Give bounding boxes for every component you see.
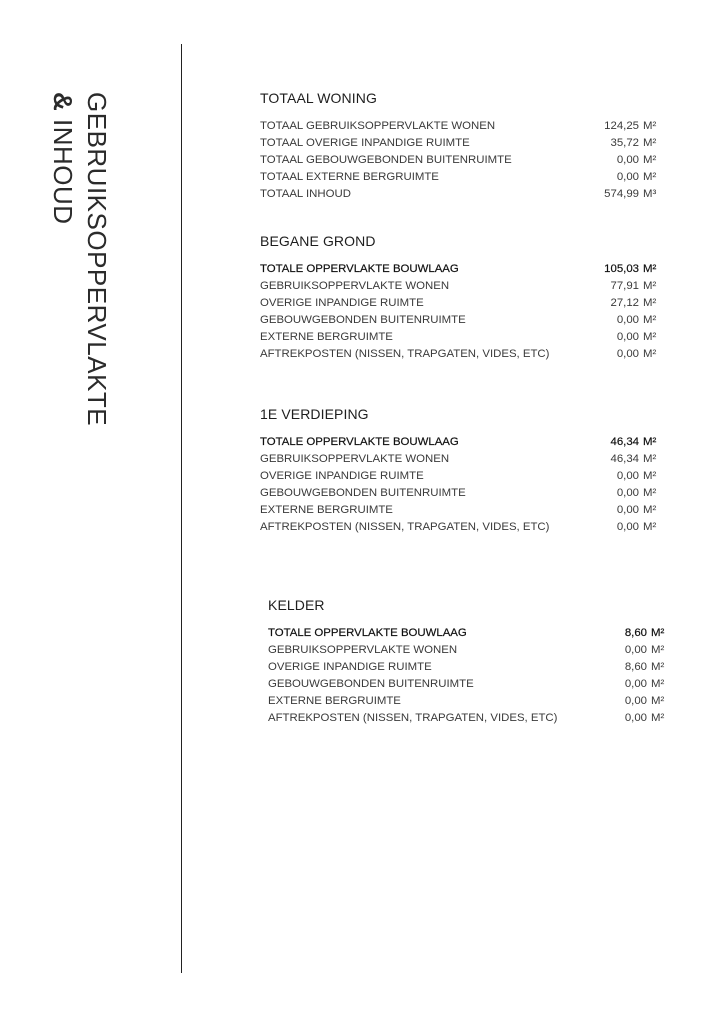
- side-title-line2-text: INHOUD: [48, 111, 78, 225]
- row-value: 0,00: [616, 154, 639, 166]
- row-value: 0,00: [616, 521, 639, 533]
- row-value: 27,12: [610, 297, 639, 309]
- table-row: [260, 120, 660, 137]
- row-unit: M²: [643, 314, 657, 326]
- table-row: [268, 712, 668, 729]
- row-label: TOTAAL INHOUD: [260, 188, 351, 200]
- row-value: 574,99: [604, 188, 639, 200]
- row-label: AFTREKPOSTEN (NISSEN, TRAPGATEN, VIDES, ETC): [260, 521, 550, 533]
- row-label: EXTERNE BERGRUIMTE: [268, 695, 401, 707]
- row-unit: M²: [643, 171, 657, 183]
- row-unit: M²: [643, 263, 657, 275]
- section-title: 1E VERDIEPING: [260, 406, 369, 422]
- table-row: [260, 521, 660, 538]
- row-value: 8,60: [624, 661, 647, 673]
- ampersand: &: [48, 92, 78, 112]
- row-label: TOTALE OPPERVLAKTE BOUWLAAG: [268, 627, 467, 639]
- section-rows: [268, 627, 668, 729]
- row-value: 35,72: [610, 137, 639, 149]
- table-row: [260, 154, 660, 171]
- row-label: TOTALE OPPERVLAKTE BOUWLAAG: [260, 436, 459, 448]
- row-value: 0,00: [616, 171, 639, 183]
- row-label: AFTREKPOSTEN (NISSEN, TRAPGATEN, VIDES, ETC): [268, 712, 558, 724]
- table-row: [268, 678, 668, 695]
- row-value: 77,91: [610, 280, 639, 292]
- row-label: AFTREKPOSTEN (NISSEN, TRAPGATEN, VIDES, ETC): [260, 348, 550, 360]
- row-unit: M²: [643, 297, 657, 309]
- row-value: 0,00: [616, 487, 639, 499]
- row-label: OVERIGE INPANDIGE RUIMTE: [268, 661, 432, 673]
- table-row: [260, 470, 660, 487]
- row-label: GEBRUIKSOPPERVLAKTE WONEN: [260, 453, 450, 465]
- row-value: 0,00: [624, 644, 647, 656]
- section-rows: [260, 120, 660, 205]
- row-label: GEBRUIKSOPPERVLAKTE WONEN: [268, 644, 458, 656]
- table-row: [260, 331, 660, 348]
- row-label: TOTAAL GEBRUIKSOPPERVLAKTE WONEN: [260, 120, 496, 132]
- row-unit: M²: [643, 453, 657, 465]
- row-value: 0,00: [616, 348, 639, 360]
- section-begane-grond: [260, 233, 660, 365]
- row-label: EXTERNE BERGRUIMTE: [260, 504, 393, 516]
- row-value: 105,03: [604, 263, 639, 275]
- row-value: 0,00: [616, 314, 639, 326]
- row-unit: M²: [643, 120, 657, 132]
- row-unit: M³: [643, 188, 657, 200]
- row-value: 0,00: [616, 331, 639, 343]
- row-value: 46,34: [610, 453, 639, 465]
- row-value: 0,00: [624, 695, 647, 707]
- row-unit: M²: [643, 521, 657, 533]
- row-unit: M²: [643, 137, 657, 149]
- table-row: [260, 487, 660, 504]
- row-unit: M²: [651, 661, 665, 673]
- row-label: OVERIGE INPANDIGE RUIMTE: [260, 297, 424, 309]
- side-title: [48, 92, 112, 427]
- row-unit: M²: [643, 470, 657, 482]
- row-unit: M²: [643, 154, 657, 166]
- row-label: TOTALE OPPERVLAKTE BOUWLAAG: [260, 263, 459, 275]
- section-totaal-woning: [260, 90, 660, 205]
- row-unit: M²: [643, 504, 657, 516]
- row-label: EXTERNE BERGRUIMTE: [260, 331, 393, 343]
- table-row: [268, 661, 668, 678]
- row-unit: M²: [643, 280, 657, 292]
- table-row: [260, 453, 660, 470]
- row-value: 0,00: [624, 712, 647, 724]
- section-rows: [260, 263, 660, 365]
- row-unit: M²: [643, 331, 657, 343]
- section-1e-verdieping: [260, 406, 660, 538]
- row-label: GEBOUWGEBONDEN BUITENRUIMTE: [260, 314, 466, 326]
- row-label: TOTAAL GEBOUWGEBONDEN BUITENRUIMTE: [260, 154, 512, 166]
- table-row: [260, 188, 660, 205]
- row-value: 0,00: [624, 678, 647, 690]
- total-row: [268, 627, 668, 644]
- row-label: TOTAAL OVERIGE INPANDIGE RUIMTE: [260, 137, 470, 149]
- row-unit: M²: [651, 627, 665, 639]
- table-row: [260, 504, 660, 521]
- section-title: BEGANE GROND: [260, 233, 376, 249]
- table-row: [260, 280, 660, 297]
- side-title-line1: GEBRUIKSOPPERVLAKTE: [82, 92, 112, 427]
- row-value: 124,25: [604, 120, 639, 132]
- section-rows: [260, 436, 660, 538]
- row-unit: M²: [651, 644, 665, 656]
- vertical-divider: [181, 44, 182, 973]
- table-row: [268, 695, 668, 712]
- table-row: [260, 171, 660, 188]
- section-title: KELDER: [268, 597, 325, 613]
- table-row: [268, 644, 668, 661]
- table-row: [260, 297, 660, 314]
- section-kelder: [268, 597, 668, 729]
- total-row: [260, 263, 660, 280]
- row-label: OVERIGE INPANDIGE RUIMTE: [260, 470, 424, 482]
- row-label: TOTAAL EXTERNE BERGRUIMTE: [260, 171, 439, 183]
- row-unit: M²: [651, 695, 665, 707]
- side-title-line2: [47, 92, 78, 225]
- row-label: GEBRUIKSOPPERVLAKTE WONEN: [260, 280, 450, 292]
- table-row: [260, 314, 660, 331]
- total-row: [260, 436, 660, 453]
- row-unit: M²: [643, 348, 657, 360]
- row-value: 0,00: [616, 504, 639, 516]
- table-row: [260, 348, 660, 365]
- row-unit: M²: [643, 436, 657, 448]
- section-title: TOTAAL WONING: [260, 90, 377, 106]
- row-unit: M²: [643, 487, 657, 499]
- row-label: GEBOUWGEBONDEN BUITENRUIMTE: [260, 487, 466, 499]
- row-value: 0,00: [616, 470, 639, 482]
- row-value: 8,60: [624, 627, 647, 639]
- row-label: GEBOUWGEBONDEN BUITENRUIMTE: [268, 678, 474, 690]
- row-value: 46,34: [610, 436, 639, 448]
- row-unit: M²: [651, 712, 665, 724]
- row-unit: M²: [651, 678, 665, 690]
- table-row: [260, 137, 660, 154]
